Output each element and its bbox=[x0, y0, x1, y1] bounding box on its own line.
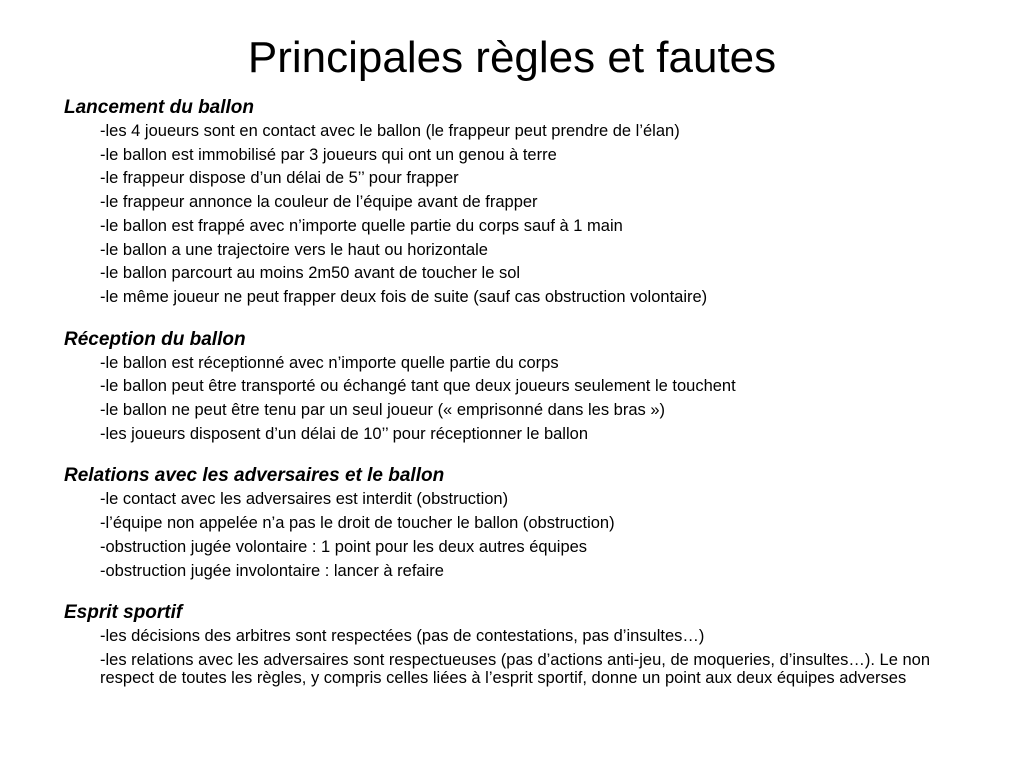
section-esprit-sportif bbox=[64, 601, 974, 688]
rule-item: -le contact avec les adversaires est interdit (obstruction) bbox=[100, 490, 509, 509]
rule-list bbox=[64, 120, 974, 310]
rule-item: -le même joueur ne peut frapper deux fois de suite (sauf cas obstruction volontaire) bbox=[100, 287, 708, 306]
rule-list bbox=[64, 625, 974, 688]
rule-item: -le frappeur annonce la couleur de l’équipe avant de frapper bbox=[100, 193, 538, 212]
rule-item: -les relations avec les adversaires sont respectueuses (pas d’actions anti-jeu, de moqueries, d’insultes…). Le non respect de toutes les règles, y compris celles liées à l’esprit sportif, donne un point aux deux équipes adverses bbox=[100, 650, 931, 688]
section-heading: Réception du ballon bbox=[64, 328, 246, 350]
rule-list bbox=[64, 488, 974, 583]
rule-item: -les décisions des arbitres sont respectées (pas de contestations, pas d’insultes…) bbox=[100, 627, 705, 646]
section-heading: Relations avec les adversaires et le ballon bbox=[64, 465, 445, 487]
section-heading: Lancement du ballon bbox=[64, 97, 255, 118]
section-lancement bbox=[64, 96, 974, 310]
rule-item: -le ballon ne peut être tenu par un seul joueur (« emprisonné dans les bras ») bbox=[100, 401, 666, 420]
section-relations bbox=[64, 464, 974, 583]
rule-list bbox=[64, 352, 974, 447]
rule-item: -le ballon est frappé avec n’importe quelle partie du corps sauf à 1 main bbox=[100, 216, 623, 235]
section-reception bbox=[64, 328, 974, 447]
rule-item: -obstruction jugée involontaire : lancer à refaire bbox=[100, 561, 444, 580]
rule-item: -les 4 joueurs sont en contact avec le ballon (le frappeur peut prendre de l’élan) bbox=[100, 122, 680, 140]
rule-item: -l’équipe non appelée n’a pas le droit de toucher le ballon (obstruction) bbox=[100, 514, 615, 533]
rule-item: -les joueurs disposent d’un délai de 10’’ pour réceptionner le ballon bbox=[100, 424, 588, 443]
rule-item: -le frappeur dispose d’un délai de 5’’ pour frapper bbox=[100, 169, 459, 188]
rule-item: -obstruction jugée volontaire : 1 point pour les deux autres équipes bbox=[100, 537, 588, 556]
rule-item: -le ballon est immobilisé par 3 joueurs qui ont un genou à terre bbox=[100, 145, 557, 164]
rule-item: -le ballon parcourt au moins 2m50 avant de toucher le sol bbox=[100, 264, 521, 283]
slide-title: Principales règles et fautes bbox=[247, 33, 777, 82]
rule-item: -le ballon a une trajectoire vers le haut ou horizontale bbox=[100, 240, 488, 259]
rule-item: -le ballon est réceptionné avec n’importe quelle partie du corps bbox=[100, 353, 559, 372]
section-heading: Esprit sportif bbox=[64, 602, 183, 624]
slide-content bbox=[64, 96, 974, 706]
rule-item: -le ballon peut être transporté ou échangé tant que deux joueurs seulement le touchent bbox=[100, 377, 736, 396]
